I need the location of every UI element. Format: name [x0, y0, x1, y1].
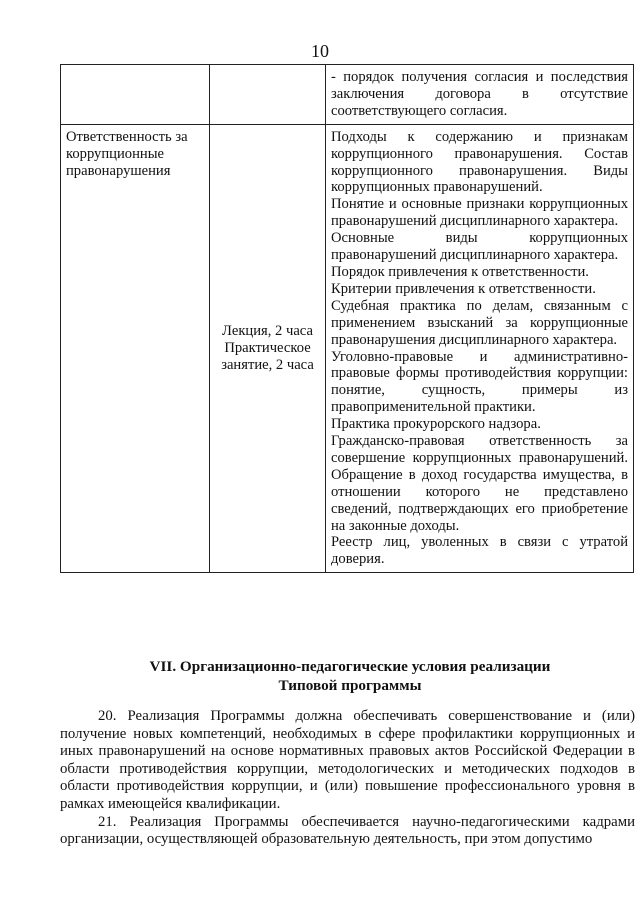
content-line: Понятие и основные признаки коррупционных правонарушений дисциплинарного характера. — [331, 196, 628, 230]
content-line: Практика прокурорского надзора. — [331, 416, 541, 433]
content-line: - порядок получения согласия и последствия заключения договора в отсутствие соответствующего согласия. — [331, 69, 628, 119]
page-number: 10 — [311, 41, 329, 61]
content-line: Основные виды коррупционных правонарушений дисциплинарного характера. — [331, 230, 628, 264]
hours-cell — [210, 65, 326, 125]
hours-cell: Лекция, 2 часа Практическое занятие, 2 часа — [210, 124, 326, 573]
content-line: Судебная практика по делам, связанным с применением взысканий за коррупционные правонарушения дисциплинарного характера. — [331, 297, 628, 348]
topic-cell: Ответственность за коррупционные правонарушения — [61, 124, 210, 573]
content-line: Реестр лиц, уволенных в связи с утратой доверия. — [331, 534, 628, 568]
content-cell — [326, 124, 634, 573]
content-line: Подходы к содержанию и признакам коррупционного правонарушения. Состав коррупционного правонарушения. Виды коррупционных правонарушений. — [331, 128, 628, 196]
section-heading-line: VII. Организационно-педагогические условия реализации — [149, 658, 551, 675]
section-heading — [60, 657, 640, 695]
content-line: Порядок привлечения к ответственности. — [331, 263, 589, 280]
section-heading-line: Типовой программы — [278, 677, 422, 694]
paragraph: 20. Реализация Программы должна обеспечивать совершенствование и (или) получение новых компетенций, необходимых в сфере профилактики коррупционных и иных правонарушений на основе нормативных правовых актов Российской Федерации в области противодействия коррупции, методологических и методических подходов в области противодействия коррупции, и (или) повышение профессионального уровня в рамках имеющейся квалификации. — [60, 708, 635, 812]
paragraph: 21. Реализация Программы обеспечивается научно-педагогическими кадрами организации, осуществляющей образовательную деятельность, при этом допустимо — [60, 813, 635, 848]
content-cell — [326, 65, 634, 125]
topic-cell — [61, 65, 210, 125]
program-table — [60, 64, 634, 573]
table-row — [61, 124, 634, 573]
body-text — [60, 708, 635, 849]
content-line: Критерии привлечения к ответственности. — [331, 280, 596, 297]
content-line: Гражданско-правовая ответственность за совершение коррупционных правонарушений. Обращение в доход государства имущества, в отношении которого не представлено сведений, подтверждающих его приобретение на законные доходы. — [331, 433, 628, 534]
table-row — [61, 65, 634, 125]
content-line: Уголовно-правовые и административно-правовые формы противодействия коррупции: понятие, сущность, примеры из правоприменительной практики. — [331, 348, 628, 416]
